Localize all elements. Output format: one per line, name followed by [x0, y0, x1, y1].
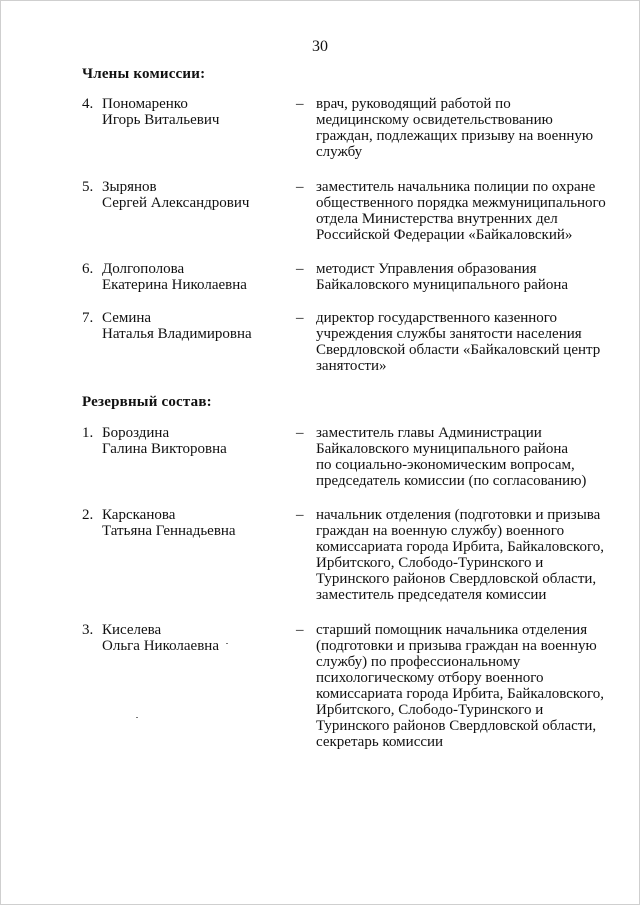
- surname: Долгополова: [102, 261, 185, 277]
- role-line: граждан на военную службу) военного: [316, 523, 565, 539]
- role-line: медицинскому освидетельствованию: [316, 112, 553, 128]
- given-name: Татьяна Геннадьевна: [102, 523, 236, 539]
- entry-number: 2.: [82, 507, 94, 523]
- role-description: [316, 622, 616, 750]
- scan-speck: [226, 643, 228, 644]
- given-name: Ольга Николаевна: [102, 638, 219, 654]
- role-line: занятости»: [316, 358, 387, 374]
- role-line: Ирбитского, Слободо-Туринского и: [316, 555, 544, 571]
- role-line: секретарь комиссии: [316, 734, 444, 750]
- role-line: (подготовки и призыва граждан на военную: [316, 638, 597, 654]
- page-number: 30: [312, 38, 328, 55]
- scan-speck: [136, 717, 138, 718]
- surname: Киселева: [102, 622, 162, 638]
- role-description: [316, 425, 616, 489]
- given-name: Екатерина Николаевна: [102, 277, 247, 293]
- role-line: службу) по профессиональному: [316, 654, 521, 670]
- role-line: Российской Федерации «Байкаловский»: [316, 227, 573, 243]
- role-description: [316, 96, 616, 160]
- entry-number: 4.: [82, 96, 94, 112]
- role-line: председатель комиссии (по согласованию): [316, 473, 587, 489]
- person-name: [102, 622, 292, 654]
- role-description: [316, 507, 616, 603]
- role-description: [316, 261, 616, 293]
- role-line: Байкаловского муниципального района: [316, 441, 569, 457]
- entry-number: 5.: [82, 179, 94, 195]
- section-heading-reserve: Резервный состав:: [82, 394, 212, 410]
- given-name: Игорь Витальевич: [102, 112, 220, 128]
- role-line: общественного порядка межмуниципального: [316, 195, 606, 211]
- role-line: отдела Министерства внутренних дел: [316, 211, 558, 227]
- person-name: [102, 96, 292, 128]
- surname: Пономаренко: [102, 96, 188, 112]
- role-line: учреждения службы занятости населения: [316, 326, 582, 342]
- role-line: службу: [316, 144, 363, 160]
- given-name: Галина Викторовна: [102, 441, 227, 457]
- role-line: директор государственного казенного: [316, 310, 558, 326]
- person-name: [102, 425, 292, 457]
- role-line: Свердловской области «Байкаловский центр: [316, 342, 601, 358]
- entry-number: 1.: [82, 425, 94, 441]
- role-line: начальник отделения (подготовки и призыва: [316, 507, 601, 523]
- role-line: врач, руководящий работой по: [316, 96, 511, 112]
- entry-number: 3.: [82, 622, 94, 638]
- role-description: [316, 179, 616, 243]
- role-line: Ирбитского, Слободо-Туринского и: [316, 702, 544, 718]
- role-line: заместитель председателя комиссии: [316, 587, 547, 603]
- role-line: заместитель главы Администрации: [316, 425, 542, 441]
- entry-number: 7.: [82, 310, 94, 326]
- given-name: Сергей Александрович: [102, 195, 250, 211]
- role-description: [316, 310, 616, 374]
- dash: –: [296, 507, 304, 523]
- dash: –: [296, 622, 304, 638]
- dash: –: [296, 310, 304, 326]
- dash: –: [296, 96, 304, 112]
- person-name: [102, 179, 292, 211]
- surname: Зырянов: [102, 179, 157, 195]
- surname: Карсканова: [102, 507, 176, 523]
- role-line: психологическому отбору военного: [316, 670, 544, 686]
- role-line: старший помощник начальника отделения: [316, 622, 588, 638]
- person-name: [102, 261, 292, 293]
- role-line: Байкаловского муниципального района: [316, 277, 569, 293]
- dash: –: [296, 425, 304, 441]
- entry-number: 6.: [82, 261, 94, 277]
- role-line: комиссариата города Ирбита, Байкаловского,: [316, 539, 604, 555]
- role-line: комиссариата города Ирбита, Байкаловского,: [316, 686, 604, 702]
- person-name: [102, 507, 292, 539]
- role-line: методист Управления образования: [316, 261, 537, 277]
- dash: –: [296, 179, 304, 195]
- surname: Бороздина: [102, 425, 170, 441]
- dash: –: [296, 261, 304, 277]
- surname: Семина: [102, 310, 152, 326]
- role-line: Туринского районов Свердловской области,: [316, 571, 597, 587]
- role-line: Туринского районов Свердловской области,: [316, 718, 597, 734]
- given-name: Наталья Владимировна: [102, 326, 252, 342]
- role-line: по социально-экономическим вопросам,: [316, 457, 575, 473]
- person-name: [102, 310, 292, 342]
- role-line: заместитель начальника полиции по охране: [316, 179, 596, 195]
- section-heading-members: Члены комиссии:: [82, 66, 206, 82]
- role-line: граждан, подлежащих призыву на военную: [316, 128, 594, 144]
